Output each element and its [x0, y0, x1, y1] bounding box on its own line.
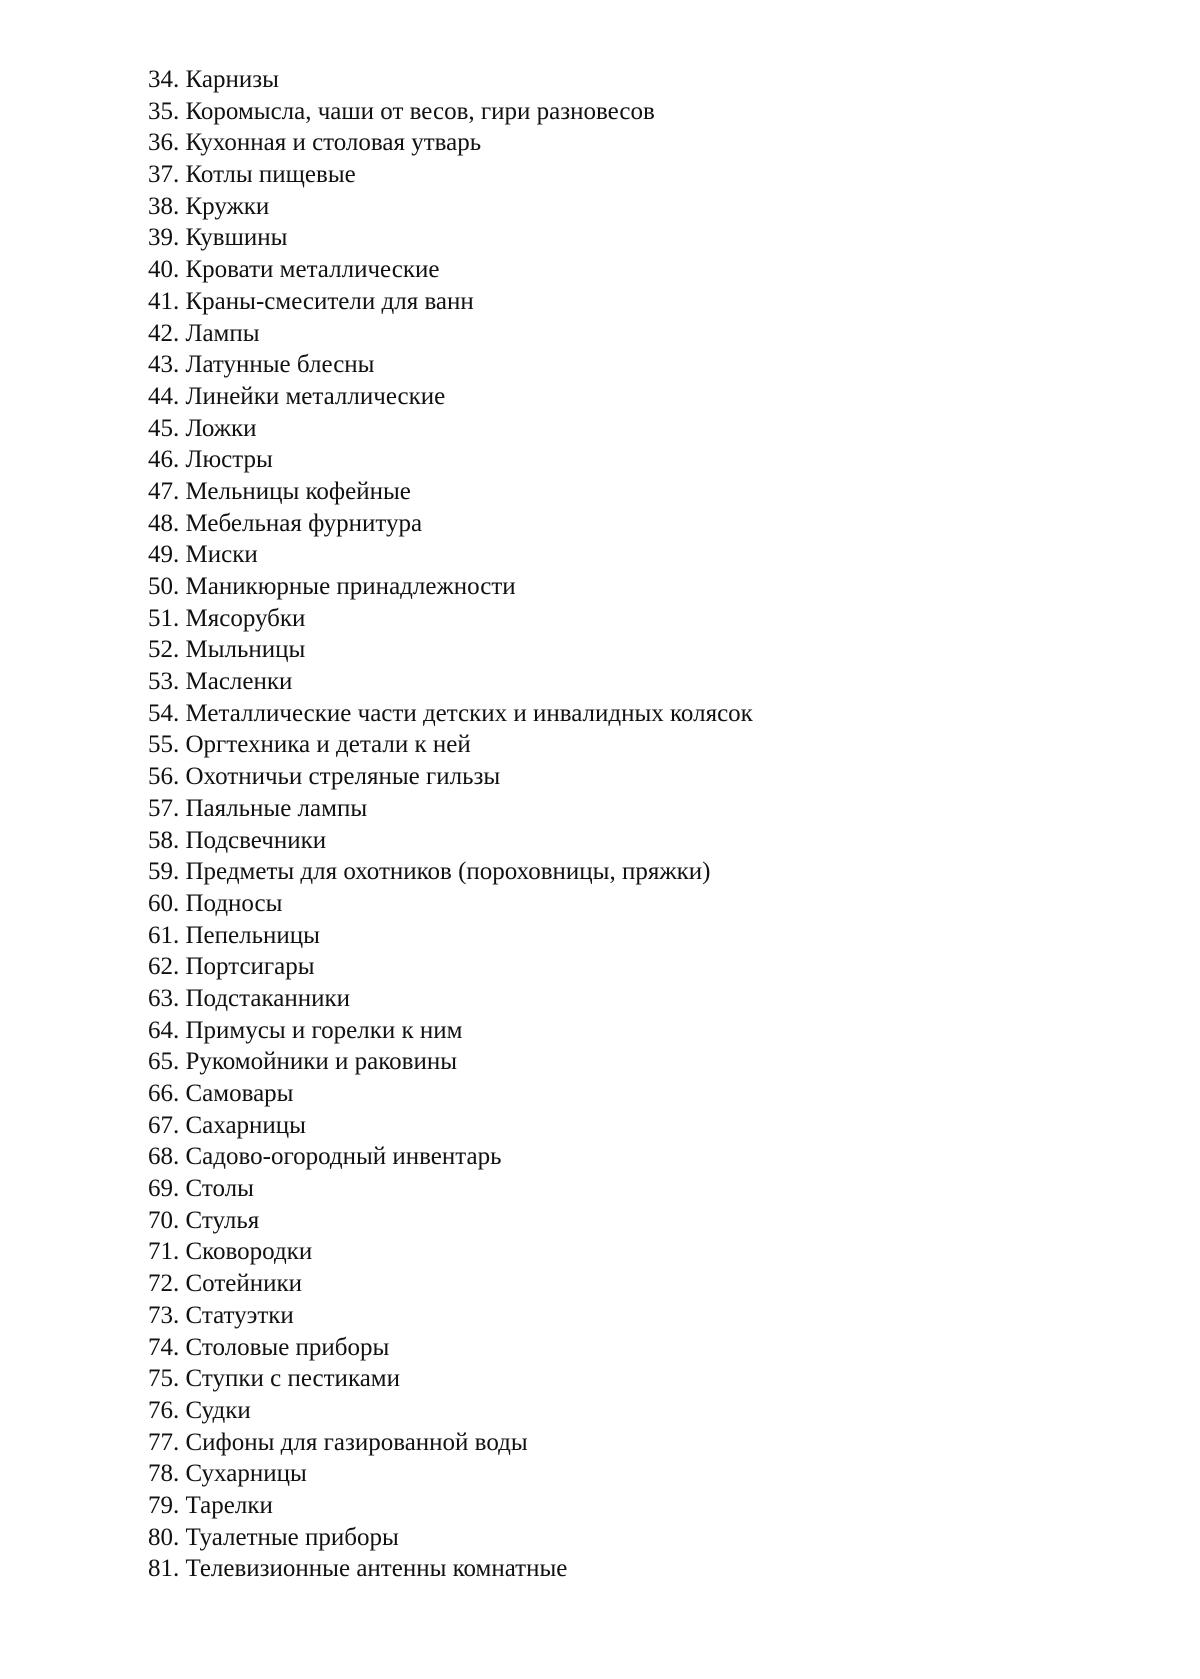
list-item-text: Мельницы кофейные [185, 477, 411, 505]
list-item [148, 444, 753, 476]
list-item-number: 49. [148, 541, 180, 569]
list-item-number: 79. [148, 1491, 180, 1519]
list-item-text: Краны-смесители для ванн [185, 287, 474, 315]
list-item [148, 1332, 753, 1364]
list-item-text: Кухонная и столовая утварь [185, 129, 482, 157]
list-item [148, 761, 753, 793]
list-item-text: Рукомойники и раковины [185, 1048, 457, 1076]
item-list [148, 64, 753, 1585]
list-item-number: 74. [148, 1333, 180, 1361]
list-item [148, 1458, 753, 1490]
list-item-text: Туалетные приборы [185, 1523, 399, 1551]
list-item-text: Статуэтки [185, 1301, 294, 1329]
list-item-text: Карнизы [185, 66, 279, 93]
list-item-number: 71. [148, 1238, 180, 1266]
list-item-number: 38. [148, 192, 180, 220]
list-item-number: 73. [148, 1301, 180, 1329]
list-item-number: 37. [148, 161, 180, 189]
list-item [148, 1173, 753, 1205]
list-item-number: 77. [148, 1428, 180, 1456]
list-item-text: Кувшины [185, 224, 288, 252]
list-item-number: 70. [148, 1206, 180, 1234]
list-item-text: Сифоны для газированной воды [185, 1428, 528, 1456]
list-item-number: 53. [148, 668, 180, 696]
list-item-text: Люстры [185, 446, 273, 474]
list-item-text: Охотничьи стреляные гильзы [185, 763, 501, 791]
list-item-text: Мыльницы [185, 636, 306, 664]
list-item-number: 80. [148, 1523, 180, 1551]
list-item-text: Самовары [185, 1080, 294, 1107]
list-item-text: Подстаканники [185, 984, 351, 1012]
list-item [148, 508, 753, 540]
list-item-text: Стулья [185, 1206, 260, 1234]
list-item-number: 66. [148, 1080, 180, 1107]
list-item-text: Предметы для охотников (пороховницы, пряжки) [185, 858, 711, 886]
list-item-text: Судки [185, 1396, 251, 1424]
list-item-text: Сахарницы [185, 1111, 306, 1139]
list-item [148, 159, 753, 191]
list-item-number: 60. [148, 889, 180, 917]
list-item-number: 57. [148, 794, 180, 822]
list-item-number: 46. [148, 446, 180, 474]
list-item-text: Подносы [185, 889, 283, 917]
list-item [148, 1078, 753, 1110]
list-item-text: Кружки [185, 192, 270, 220]
list-item [148, 856, 753, 888]
list-item-text: Коромысла, чаши от весов, гири разновесов [185, 97, 655, 125]
list-item [148, 888, 753, 920]
list-item [148, 983, 753, 1015]
list-item-text: Мебельная фурнитура [185, 509, 423, 537]
list-item [148, 1522, 753, 1554]
list-item [148, 1553, 753, 1585]
list-item-number: 41. [148, 287, 180, 315]
list-item [148, 96, 753, 128]
list-item-number: 64. [148, 1016, 180, 1044]
list-item [148, 539, 753, 571]
list-item [148, 1268, 753, 1300]
list-item [148, 1015, 753, 1047]
list-item-number: 68. [148, 1143, 180, 1171]
list-item-text: Латунные блесны [185, 351, 375, 379]
list-item-number: 50. [148, 573, 180, 600]
list-item [148, 191, 753, 223]
list-item [148, 413, 753, 445]
list-item-text: Подсвечники [185, 826, 327, 854]
list-item [148, 286, 753, 318]
list-item-number: 55. [148, 731, 180, 759]
list-item-number: 48. [148, 509, 180, 537]
list-item [148, 951, 753, 983]
list-item-text: Сухарницы [185, 1460, 307, 1488]
list-item [148, 729, 753, 761]
list-item [148, 793, 753, 825]
list-item-text: Линейки металлические [185, 382, 446, 410]
list-item [148, 222, 753, 254]
list-item [148, 318, 753, 350]
list-item [148, 603, 753, 635]
list-item-number: 67. [148, 1111, 180, 1139]
list-item-number: 78. [148, 1460, 180, 1488]
list-item [148, 698, 753, 730]
list-item-number: 58. [148, 826, 180, 854]
list-item-number: 69. [148, 1175, 180, 1203]
list-item [148, 1300, 753, 1332]
list-item-number: 72. [148, 1270, 180, 1298]
list-item [148, 920, 753, 952]
list-item-number: 61. [148, 921, 180, 949]
list-item-number: 45. [148, 414, 180, 442]
list-item-number: 44. [148, 382, 180, 410]
list-item-text: Примусы и горелки к ним [185, 1016, 463, 1044]
list-item [148, 1490, 753, 1522]
list-item-text: Ступки с пестиками [185, 1365, 401, 1393]
list-item [148, 381, 753, 413]
list-item-text: Котлы пищевые [185, 161, 356, 189]
list-item [148, 571, 753, 603]
list-item-text: Миски [185, 541, 258, 569]
list-item-text: Тарелки [185, 1491, 273, 1519]
list-item-text: Сотейники [185, 1270, 303, 1298]
list-item-text: Мясорубки [185, 604, 306, 632]
list-item-number: 52. [148, 636, 180, 664]
list-item-text: Столовые приборы [185, 1333, 390, 1361]
list-item-text: Масленки [185, 668, 293, 696]
list-item-number: 39. [148, 224, 180, 252]
list-item-number: 51. [148, 604, 180, 632]
list-item-number: 40. [148, 256, 180, 284]
list-item [148, 1395, 753, 1427]
list-item [148, 1205, 753, 1237]
list-item [148, 254, 753, 286]
list-item-text: Оргтехника и детали к ней [185, 731, 471, 759]
list-item-text: Металлические части детских и инвалидных колясок [185, 699, 753, 727]
list-item-number: 62. [148, 953, 180, 981]
list-item-text: Лампы [185, 319, 260, 347]
list-item [148, 476, 753, 508]
list-item [148, 1236, 753, 1268]
list-item-number: 42. [148, 319, 180, 347]
list-item [148, 1141, 753, 1173]
list-item-number: 63. [148, 984, 180, 1012]
list-item-text: Кровати металлические [185, 256, 440, 284]
list-item-number: 54. [148, 699, 180, 727]
list-item [148, 634, 753, 666]
list-item-text: Столы [185, 1175, 254, 1203]
list-item-text: Ложки [185, 414, 257, 442]
list-item [148, 1427, 753, 1459]
list-item-text: Садово-огородный инвентарь [185, 1143, 502, 1171]
list-item-text: Портсигары [185, 953, 315, 981]
list-item-text: Телевизионные антенны комнатные [185, 1555, 568, 1583]
list-item-number: 75. [148, 1365, 180, 1393]
list-item [148, 666, 753, 698]
list-item [148, 1046, 753, 1078]
list-item-number: 47. [148, 477, 180, 505]
list-item-number: 76. [148, 1396, 180, 1424]
list-item-number: 81. [148, 1555, 180, 1583]
list-item-text: Паяльные лампы [185, 794, 368, 822]
list-item [148, 1110, 753, 1142]
list-item-number: 56. [148, 763, 180, 791]
list-item-text: Сковородки [185, 1238, 313, 1266]
list-item-number: 34. [148, 66, 180, 93]
list-item [148, 349, 753, 381]
list-item-number: 59. [148, 858, 180, 886]
list-item-number: 35. [148, 97, 180, 125]
list-item-number: 65. [148, 1048, 180, 1076]
list-item [148, 1363, 753, 1395]
list-item-text: Пепельницы [185, 921, 320, 949]
list-item [148, 127, 753, 159]
list-item-text: Маникюрные принадлежности [185, 573, 516, 600]
list-item-number: 36. [148, 129, 180, 157]
list-item [148, 64, 753, 96]
list-item [148, 825, 753, 857]
list-item-number: 43. [148, 351, 180, 379]
